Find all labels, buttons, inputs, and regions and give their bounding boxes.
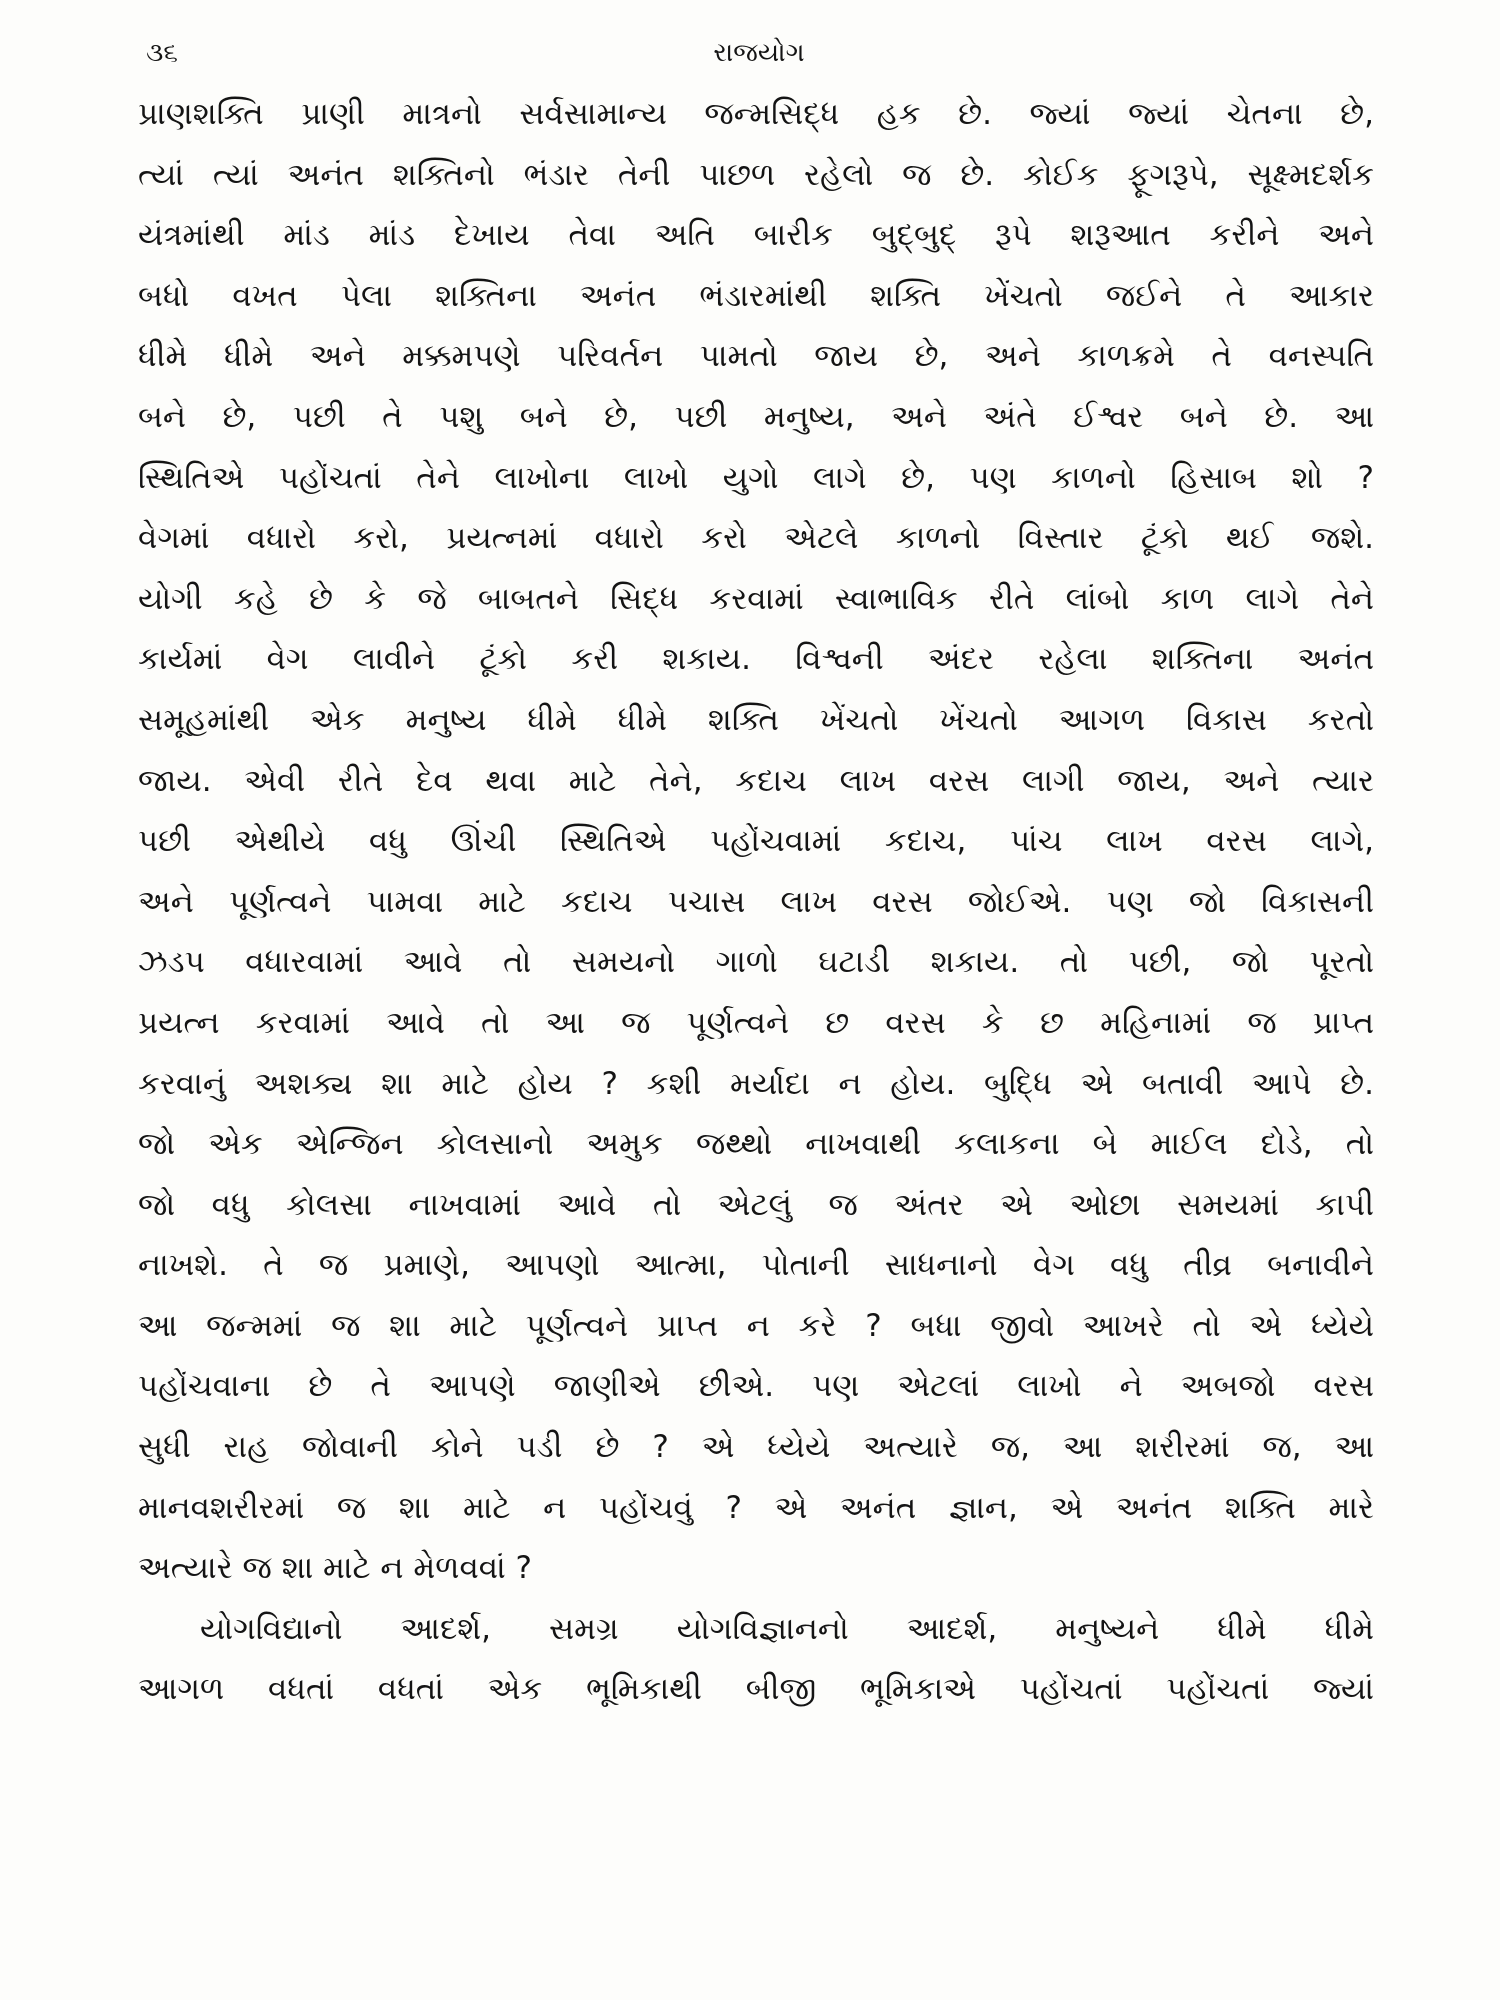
text-line: આ જન્મમાં જ શા માટે પૂર્ણત્વને પ્રાપ્ત ન કરે ? બધા જીવો આખરે તો એ ધ્યેયે — [138, 1307, 1374, 1344]
paragraph-start-line: યોગવિદ્યાનો આદર્શ, સમગ્ર યોગવિજ્ઞાનનો આદર્શ, મનુષ્યને ધીમે ધીમે — [200, 1610, 1374, 1647]
text-line: ત્યાં ત્યાં અનંત શક્તિનો ભંડાર તેની પાછળ રહેલો જ છે. કોઈક ફૂગરૂપે, સૂક્ષ્મદર્શક — [138, 156, 1374, 193]
text-line: બને છે, પછી તે પશુ બને છે, પછી મનુષ્ય, અને અંતે ઈશ્વર બને છે. આ — [138, 398, 1374, 435]
text-line: સુધી રાહ જોવાની કોને પડી છે ? એ ધ્યેયે અત્યારે જ, આ શરીરમાં જ, આ — [138, 1429, 1374, 1466]
text-line: સ્થિતિએ પહોંચતાં તેને લાખોના લાખો યુગો લાગે છે, પણ કાળનો હિસાબ શો ? — [138, 459, 1374, 496]
text-line: પછી એથીયે વધુ ઊંચી સ્થિતિએ પહોંચવામાં કદાચ, પાંચ લાખ વરસ લાગે, — [138, 823, 1374, 860]
body-text — [138, 84, 1374, 1720]
text-line: કરવાનું અશક્ય શા માટે હોય ? કશી મર્યાદા ન હોય. બુદ્ધિ એ બતાવી આપે છે. — [138, 1065, 1374, 1102]
running-title: રાજયોગ — [713, 38, 805, 68]
text-line: અને પૂર્ણત્વને પામવા માટે કદાચ પચાસ લાખ વરસ જોઈએ. પણ જો વિકાસની — [138, 883, 1374, 920]
text-line: વેગમાં વધારો કરો, પ્રયત્નમાં વધારો કરો એટલે કાળનો વિસ્તાર ટૂંકો થઈ જશે. — [138, 520, 1374, 557]
text-line: પહોંચવાના છે તે આપણે જાણીએ છીએ. પણ એટલાં લાખો ને અબજો વરસ — [138, 1368, 1374, 1405]
text-line: આગળ વધતાં વધતાં એક ભૂમિકાથી બીજી ભૂમિકાએ પહોંચતાં પહોંચતાં જ્યાં — [138, 1671, 1374, 1708]
text-line: જો વધુ કોલસા નાખવામાં આવે તો એટલું જ અંતર એ ઓછા સમયમાં કાપી — [138, 1186, 1374, 1223]
text-line: બધો વખત પેલા શક્તિના અનંત ભંડારમાંથી શક્તિ ખેંચતો જઈને તે આકાર — [138, 277, 1374, 314]
text-line: પ્રયત્ન કરવામાં આવે તો આ જ પૂર્ણત્વને છ વરસ કે છ મહિનામાં જ પ્રાપ્ત — [138, 1004, 1374, 1041]
text-line: કાર્યમાં વેગ લાવીને ટૂંકો કરી શકાય. વિશ્વની અંદર રહેલા શક્તિના અનંત — [138, 641, 1374, 678]
paragraph-end-line: અત્યારે જ શા માટે ન મેળવવાં ? — [138, 1550, 532, 1587]
text-line: ધીમે ધીમે અને મક્કમપણે પરિવર્તન પામતો જાય છે, અને કાળક્રમે તે વનસ્પતિ — [138, 338, 1374, 375]
text-line: જો એક એન્જિન કોલસાનો અમુક જથ્થો નાખવાથી કલાકના બે માઈલ દોડે, તો — [138, 1126, 1374, 1163]
text-line: સમૂહમાંથી એક મનુષ્ય ધીમે ધીમે શક્તિ ખેંચતો ખેંચતો આગળ વિકાસ કરતો — [138, 701, 1374, 738]
text-line: જાય. એવી રીતે દેવ થવા માટે તેને, કદાચ લાખ વરસ લાગી જાય, અને ત્યાર — [138, 762, 1374, 799]
text-line: માનવશરીરમાં જ શા માટે ન પહોંચવું ? એ અનંત જ્ઞાન, એ અનંત શક્તિ મારે — [138, 1489, 1374, 1526]
text-line: નાખશે. તે જ પ્રમાણે, આપણો આત્મા, પોતાની સાધનાનો વેગ વધુ તીવ્ર બનાવીને — [138, 1247, 1374, 1284]
page-number: ૩૬ — [146, 38, 178, 68]
text-line: ઝડપ વધારવામાં આવે તો સમયનો ગાળો ઘટાડી શકાય. તો પછી, જો પૂરતો — [138, 944, 1374, 981]
page-header — [138, 38, 1380, 78]
text-line: યંત્રમાંથી માંડ માંડ દેખાય તેવા અતિ બારીક બુદ્‌બુદ્‌ રૂપે શરૂઆત કરીને અને — [138, 217, 1374, 254]
text-line: યોગી કહે છે કે જે બાબતને સિદ્ધ કરવામાં સ્વાભાવિક રીતે લાંબો કાળ લાગે તેને — [138, 580, 1374, 617]
text-line: પ્રાણશક્તિ પ્રાણી માત્રનો સર્વસામાન્ય જન્મસિદ્ધ હક છે. જ્યાં જ્યાં ચેતના છે, — [138, 96, 1374, 132]
